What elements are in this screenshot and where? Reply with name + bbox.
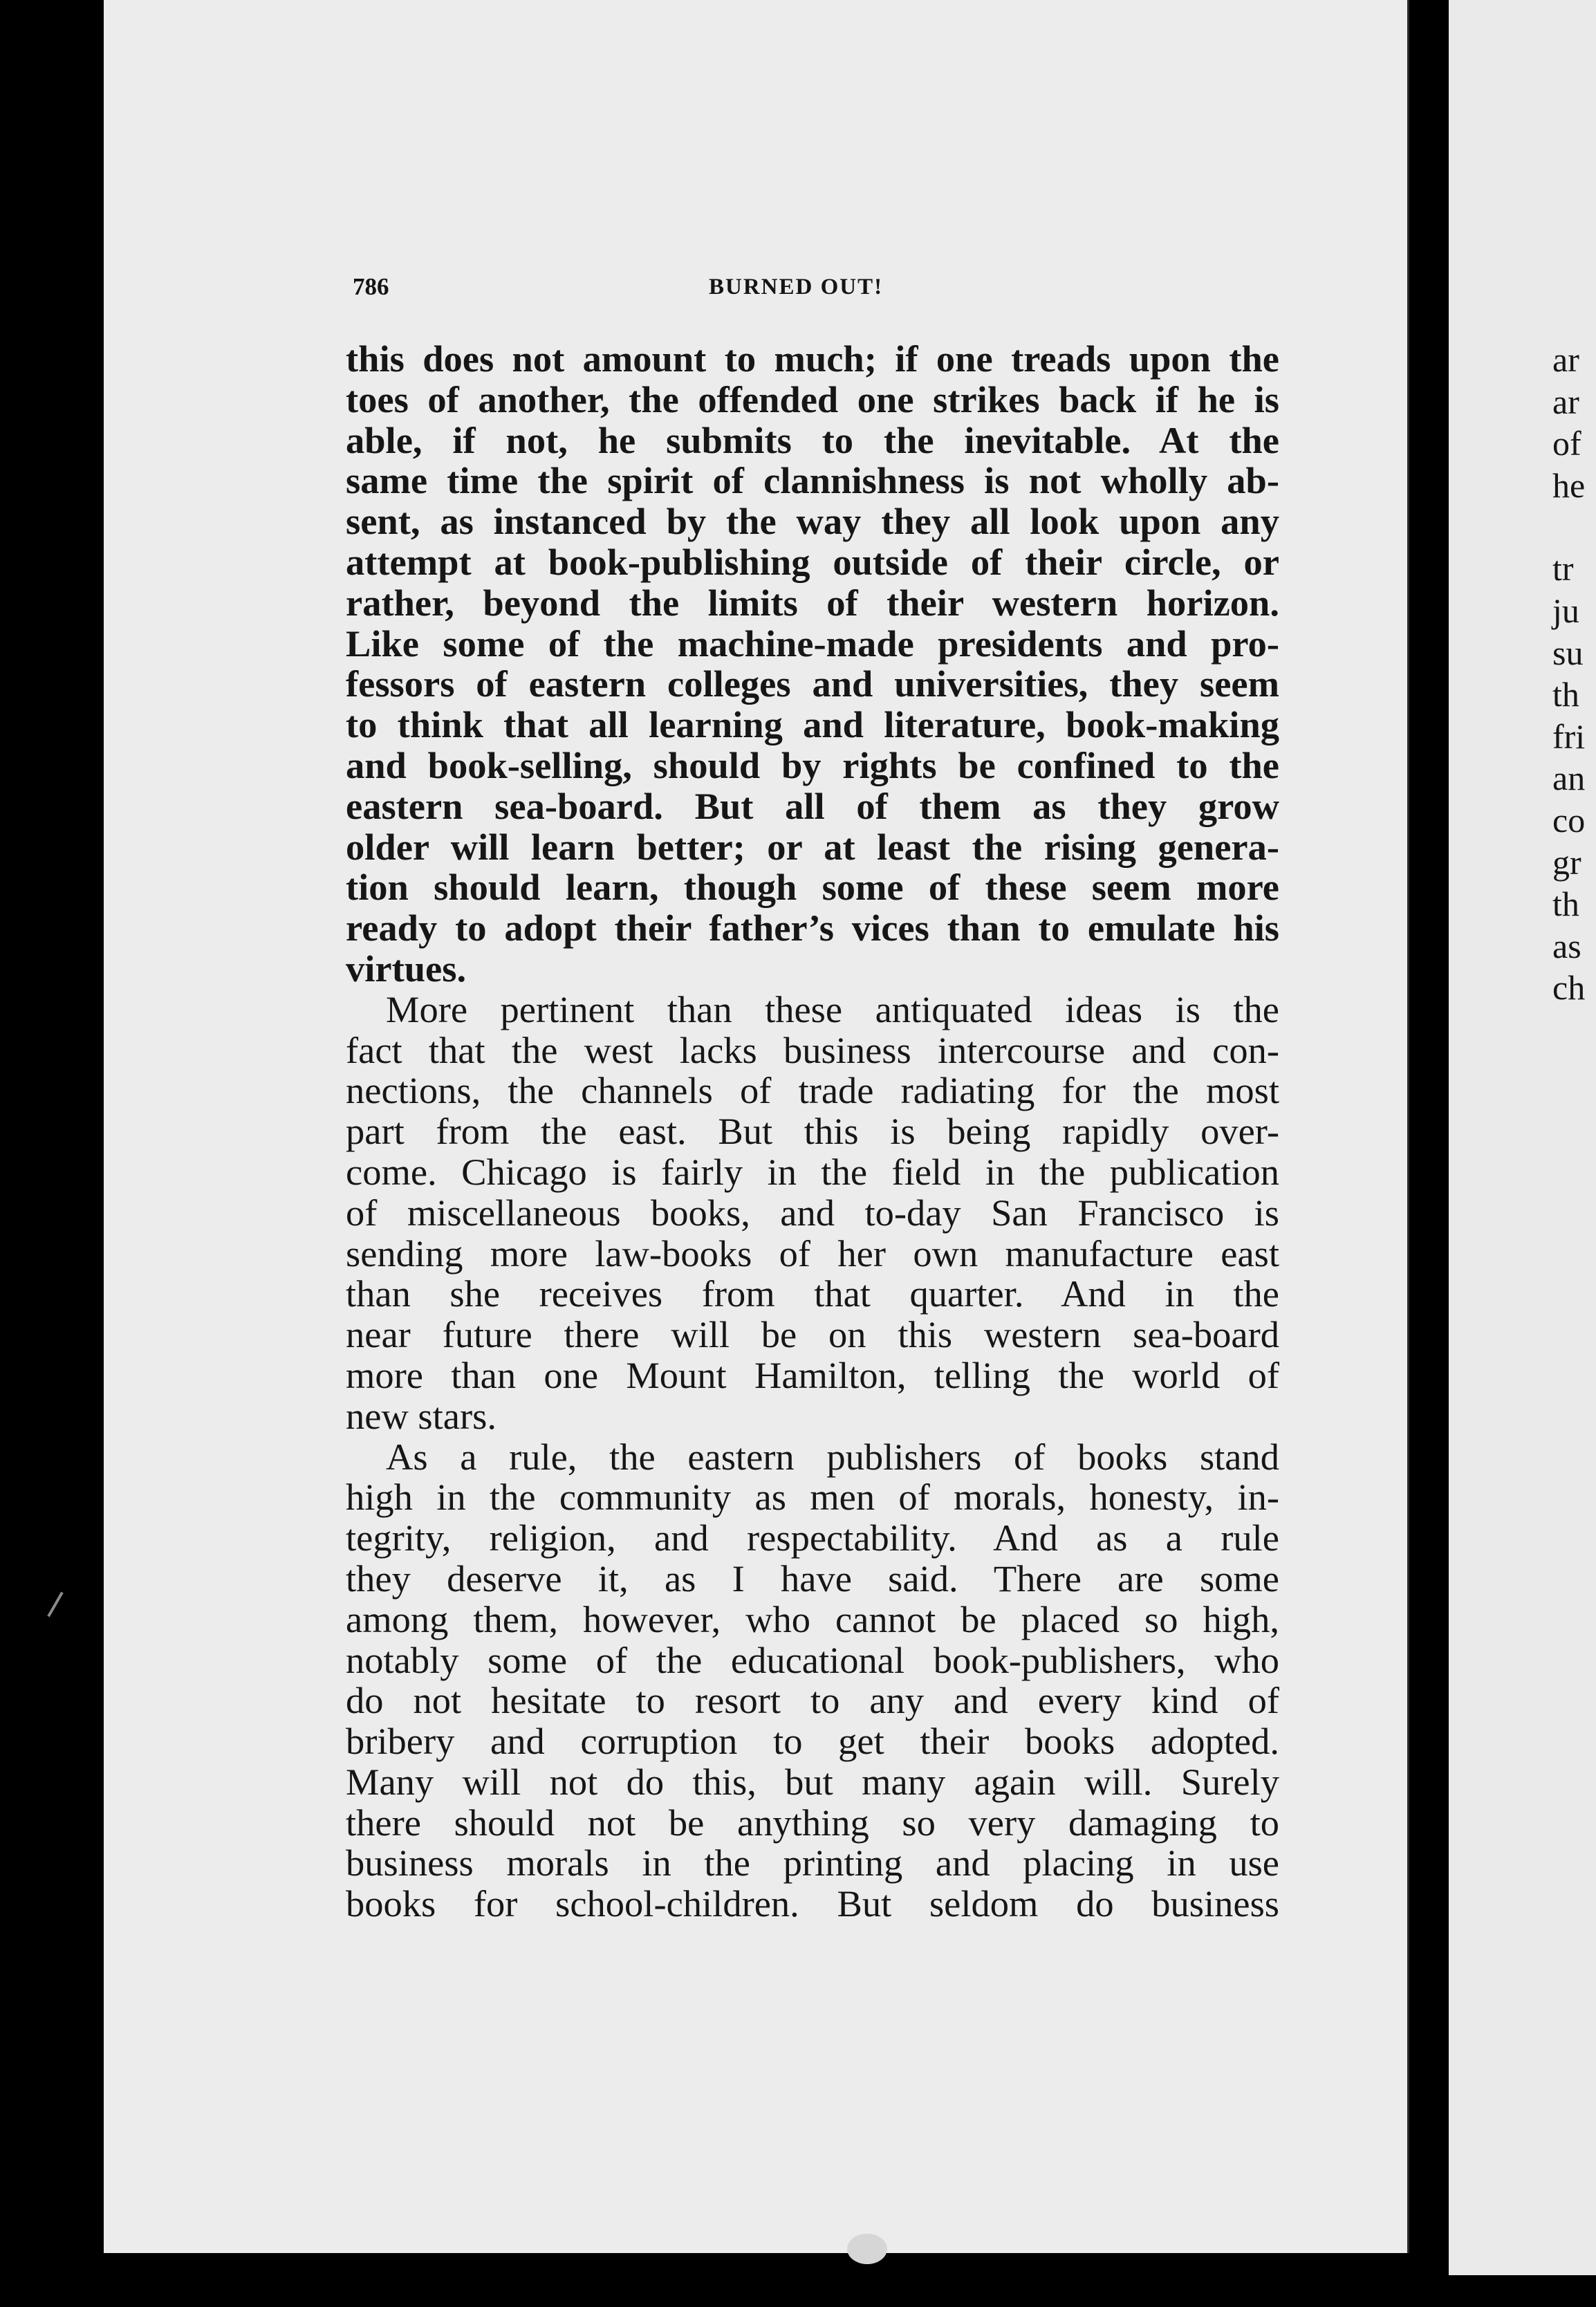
paragraph-2 xyxy=(346,990,1279,1437)
facing-page-fragment: he xyxy=(1552,465,1586,505)
body-text xyxy=(346,339,1279,1925)
facing-page-text-fragments xyxy=(1552,339,1596,1009)
text-line: fact that the west lacks business intercourse and con- xyxy=(346,1028,1279,1071)
text-line: and book-selling, should by rights be confined to the xyxy=(346,743,1279,786)
scan-speck xyxy=(712,6,730,29)
text-line: Many will not do this, but many again will. Surely xyxy=(346,1760,1279,1803)
facing-page-fragment: an xyxy=(1552,759,1586,798)
running-head xyxy=(353,273,1286,308)
text-line: than she receives from that quarter. And in the xyxy=(346,1272,1279,1315)
facing-page-fragment: co xyxy=(1552,800,1586,840)
scan-edge-mark xyxy=(47,1592,63,1618)
facing-page-fragment: gr xyxy=(1552,842,1581,882)
facing-page-fragment: fri xyxy=(1552,716,1586,756)
text-line: toes of another, the offended one strikes back if he is xyxy=(346,378,1279,420)
facing-page-fragment: tr xyxy=(1552,549,1574,589)
text-line: fessors of eastern colleges and universities, they seem xyxy=(346,663,1279,705)
text-line: part from the east. But this is being rapidly over- xyxy=(346,1110,1279,1153)
text-line: eastern sea-board. But all of them as they grow xyxy=(346,784,1279,827)
text-line: ready to adopt their father’s vices than to emulate his xyxy=(346,907,1279,949)
paragraph-1 xyxy=(346,339,1279,990)
text-line: do not hesitate to resort to any and every kind of xyxy=(346,1679,1279,1722)
text-line: notably some of the educational book-publishers, who xyxy=(346,1638,1279,1681)
text-line: new stars. xyxy=(346,1394,497,1437)
page-number: 786 xyxy=(353,273,389,300)
facing-page-fragment: ju xyxy=(1552,591,1579,630)
text-line: As a rule, the eastern publishers of books stand xyxy=(386,1435,1279,1478)
facing-page-fragment: th xyxy=(1552,675,1579,714)
facing-page-fragment: ar xyxy=(1552,340,1579,379)
scan-speck xyxy=(847,2234,887,2264)
text-line: More pertinent than these antiquated ideas is the xyxy=(386,988,1279,1030)
text-line: tegrity, religion, and respectability. And as a rule xyxy=(346,1517,1279,1559)
text-line: high in the community as men of morals, honesty, in- xyxy=(346,1476,1279,1519)
text-line: same time the spirit of clannishness is not wholly ab- xyxy=(346,459,1279,502)
facing-page-fragment: as xyxy=(1552,926,1581,965)
text-line: more than one Mount Hamilton, telling the world of xyxy=(346,1353,1279,1396)
text-line: this does not amount to much; if one treads upon the xyxy=(346,337,1279,380)
text-line: to think that all learning and literature, book-making xyxy=(346,703,1279,746)
text-line: come. Chicago is fairly in the field in the publication xyxy=(346,1150,1279,1193)
text-line: bribery and corruption to get their books adopted. xyxy=(346,1720,1279,1763)
text-line: nections, the channels of trade radiating for the most xyxy=(346,1069,1279,1112)
text-line: tion should learn, though some of these seem more xyxy=(346,866,1279,909)
text-line: they deserve it, as I have said. There are some xyxy=(346,1557,1279,1600)
text-line: virtues. xyxy=(346,947,467,990)
facing-page-fragment: of xyxy=(1552,424,1581,463)
paragraph-3 xyxy=(346,1437,1279,1925)
text-line: sending more law-books of her own manufacture east xyxy=(346,1232,1279,1275)
facing-page-fragment: th xyxy=(1552,884,1579,924)
text-line: older will learn better; or at least the rising genera- xyxy=(346,825,1279,868)
facing-page-fragment: su xyxy=(1552,633,1584,672)
text-line: sent, as instanced by the way they all look upon any xyxy=(346,500,1279,543)
running-title: BURNED OUT! xyxy=(709,275,884,299)
text-line: able, if not, he submits to the inevitable. At the xyxy=(346,418,1279,461)
text-line: Like some of the machine-made presidents and pro- xyxy=(346,622,1279,665)
text-line: rather, beyond the limits of their western horizon. xyxy=(346,581,1279,624)
facing-page-fragment: ar xyxy=(1552,382,1579,421)
text-line: books for school-children. But seldom do business xyxy=(346,1882,1279,1925)
facing-page-fragment: ch xyxy=(1552,968,1586,1008)
text-line: there should not be anything so very damaging to xyxy=(346,1801,1279,1844)
text-line: near future there will be on this western sea-board xyxy=(346,1313,1279,1356)
text-line: business morals in the printing and placing in use xyxy=(346,1842,1279,1884)
text-line: among them, however, who cannot be placed so high, xyxy=(346,1597,1279,1640)
text-line: of miscellaneous books, and to-day San Francisco is xyxy=(346,1191,1279,1234)
text-line: attempt at book-publishing outside of their circle, or xyxy=(346,540,1279,583)
